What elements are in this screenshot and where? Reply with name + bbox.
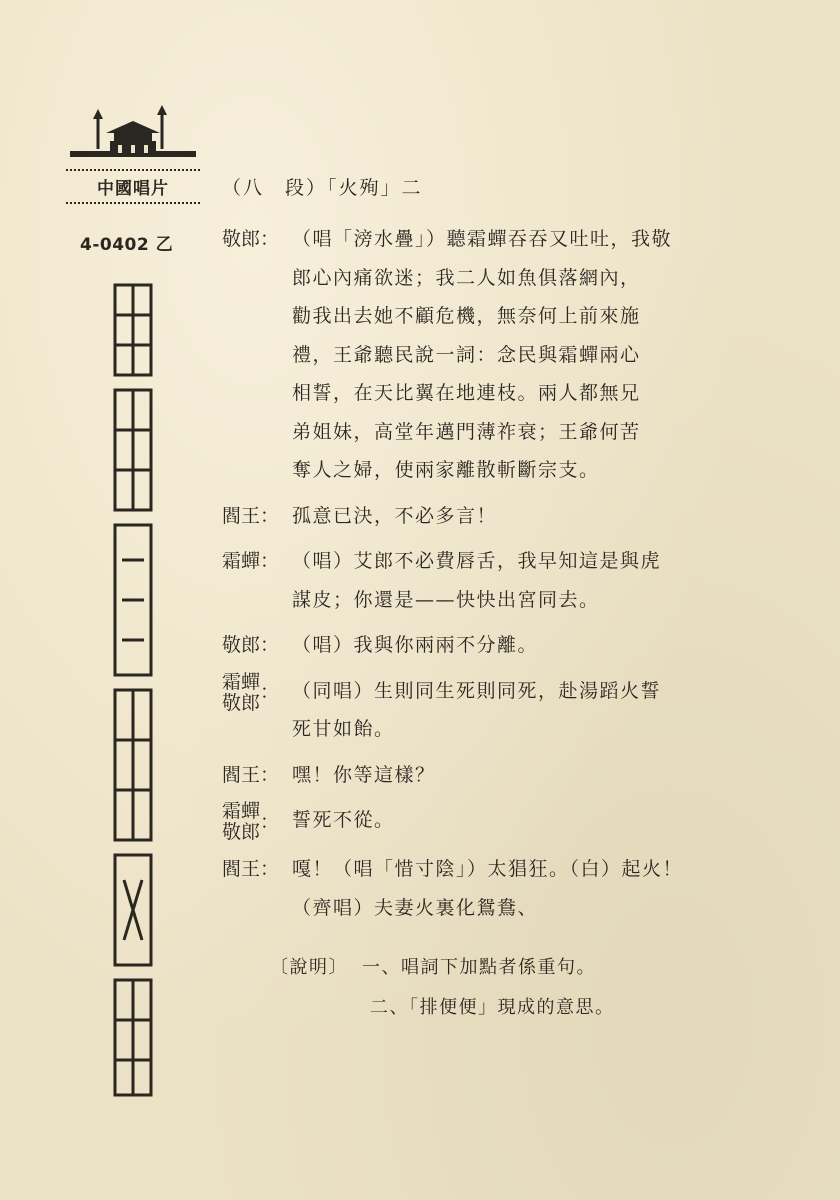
- gate-building-icon: [66, 105, 200, 163]
- dialogue-line: 嘿！你等這樣？: [292, 763, 436, 786]
- dialogue-text: [292, 672, 812, 749]
- dialogue-line: 死甘如飴。: [292, 718, 395, 740]
- speaker-top: 霜蟬: [222, 800, 261, 822]
- dialogue-line: 謀皮；你還是——快快出宮同去。: [292, 588, 600, 611]
- speaker-colon: ：: [260, 681, 280, 703]
- note-label: 〔說明〕: [270, 957, 348, 978]
- dialogue-line: （唱「滂水疊」）聽霜蟬吞吞又吐吐，我敬: [292, 228, 673, 250]
- speaker-bottom: 敬郎: [222, 691, 261, 714]
- speaker-label: [222, 801, 292, 843]
- dialogue-line: （唱）我與你兩兩不分離。: [292, 634, 539, 656]
- speaker-label: 霜蟬：: [222, 550, 280, 572]
- dialogue-entry: [222, 756, 812, 795]
- vertical-title-decoration: [112, 280, 154, 1100]
- speaker-label: [222, 672, 292, 714]
- dialogue-line: （同唱）生則同生死則同死，赴湯蹈火誓: [292, 679, 662, 702]
- dialogue-entry: [222, 542, 812, 619]
- speaker-top: 霜蟬: [222, 670, 261, 693]
- dialogue-line: 嘎！（唱「惜寸陰」）太猖狂。（白）起火！: [292, 858, 684, 880]
- dialogue-line: 禮，王爺聽民說一詞：念民與霜蟬兩心: [292, 343, 641, 366]
- dialogue-text: [292, 756, 812, 795]
- dialogue-block: [222, 220, 812, 934]
- dialogue-text: [292, 497, 812, 536]
- dialogue-line: 誓死不從。: [292, 809, 395, 831]
- dialogue-text: [292, 850, 812, 927]
- dialogue-line: 郎心內痛欲迷；我二人如魚俱落網內，: [292, 266, 641, 289]
- section-heading: （八 段）「火殉」二: [222, 177, 423, 199]
- dialogue-line: 相誓，在天比翼在地連枝。兩人都無兄: [292, 382, 641, 404]
- note-row-2: [270, 990, 770, 1030]
- dialogue-entry: [222, 850, 812, 927]
- dialogue-entry: [222, 220, 812, 490]
- dialogue-text: [292, 626, 812, 665]
- dialogue-line: （唱）艾郎不必費唇舌，我早知這是與虎: [292, 550, 662, 572]
- dialogue-line: 奪人之婦，使兩家離散斬斷宗支。: [292, 459, 600, 481]
- dialogue-line: 孤意已決，不必多言！: [292, 504, 498, 527]
- dialogue-text: [292, 220, 812, 490]
- logo-text: 中國唱片: [66, 169, 200, 204]
- dialogue-text: [292, 542, 812, 619]
- speaker-colon: ：: [260, 810, 280, 833]
- note-item-2: 二、「排便便」現成的意思。: [370, 997, 615, 1018]
- vertical-title-graphic: [112, 280, 154, 1100]
- speaker-label: 閻王：: [222, 763, 280, 786]
- dialogue-line: （齊唱）夫妻火裏化鴛鴦、: [292, 896, 539, 919]
- speaker-label: 閻王：: [222, 858, 280, 880]
- dialogue-line: 弟姐妹，高堂年邁門薄祚衰；王爺何苦: [292, 420, 641, 443]
- speaker-label: 敬郎：: [222, 634, 280, 656]
- dialogue-entry: [222, 497, 812, 536]
- record-number: 4-0402 乙: [80, 235, 174, 255]
- speaker-bottom: 敬郎: [222, 821, 261, 843]
- speaker-label: 敬郎：: [222, 228, 280, 250]
- note-item-1: 一、唱詞下加點者係重句。: [362, 957, 596, 978]
- dialogue-entry: [222, 626, 812, 665]
- notes-block: [270, 950, 770, 1030]
- label-logo: [66, 105, 200, 204]
- note-row-1: [270, 950, 770, 990]
- dialogue-entry: [222, 672, 812, 749]
- dialogue-line: 勸我出去她不顧危機，無奈何上前來施: [292, 305, 641, 327]
- dialogue-text: [292, 801, 812, 840]
- dialogue-entry: [222, 801, 812, 843]
- speaker-label: 閻王：: [222, 504, 280, 527]
